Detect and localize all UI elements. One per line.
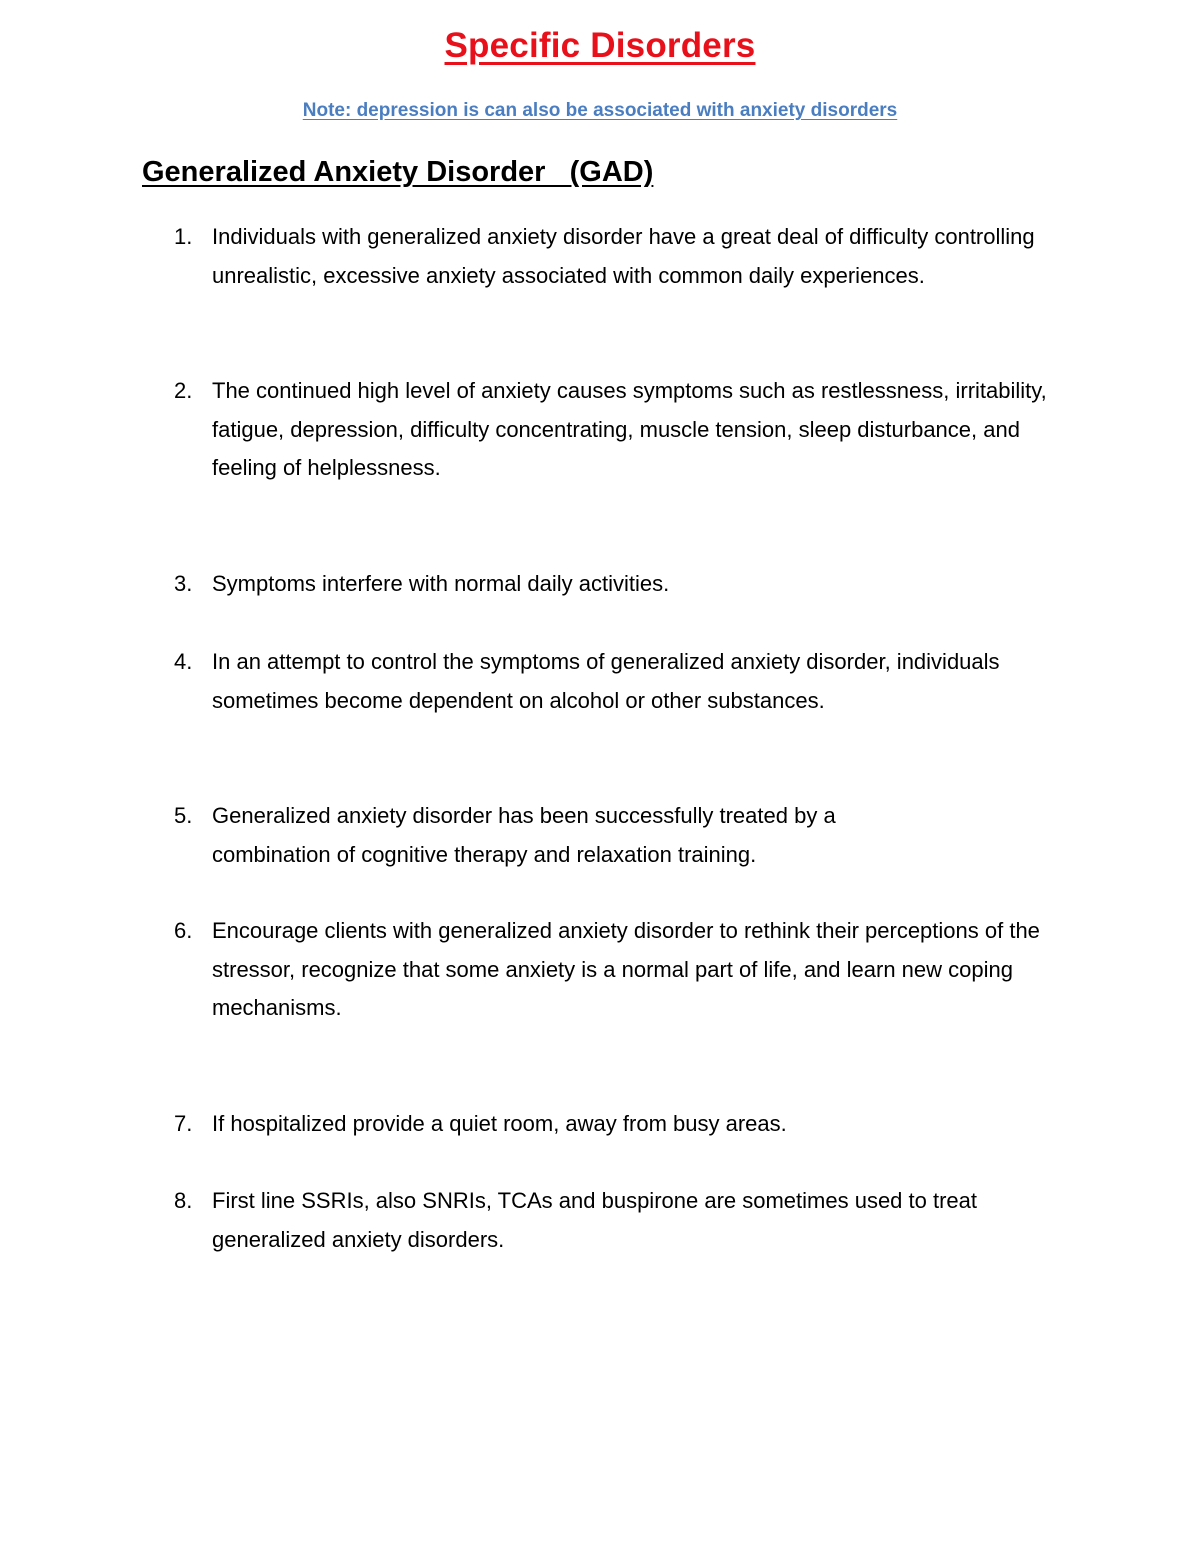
list-item: [174, 643, 1064, 720]
list-item-text: Encourage clients with generalized anxiety disorder to rethink their perceptions of the stressor, recognize that some anxiety is a normal part of life, and learn new coping mechanisms.: [212, 918, 1040, 1020]
section-heading: Generalized Anxiety Disorder (GAD): [142, 156, 654, 188]
list-item-number: 4.: [174, 649, 193, 674]
list-item: [174, 1182, 1074, 1259]
list-item: [174, 218, 1054, 295]
list-item: [174, 797, 954, 874]
list-item-text: Individuals with generalized anxiety disorder have a great deal of difficulty controlling unrealistic, excessive anxiety associated with common daily experiences.: [212, 224, 1035, 288]
list-item-number: 5.: [174, 803, 193, 828]
list-item: [174, 372, 1054, 488]
page-title: Specific Disorders: [444, 26, 756, 65]
list-item: [174, 912, 1074, 1028]
note-line: Note: depression is can also be associated with anxiety disorders: [302, 100, 898, 121]
list-item-number: 2.: [174, 378, 193, 403]
list-item-text: The continued high level of anxiety causes symptoms such as restlessness, irritability, fatigue, depression, difficulty concentrating, muscle tension, sleep disturbance, and feeling of helplessness.: [212, 378, 1047, 480]
list-item-number: 1.: [174, 224, 193, 249]
list-item-text: If hospitalized provide a quiet room, away from busy areas.: [212, 1111, 787, 1136]
list-item-text: First line SSRIs, also SNRIs, TCAs and buspirone are sometimes used to treat generalized anxiety disorders.: [212, 1188, 978, 1252]
list-item-number: 8.: [174, 1188, 193, 1213]
list-item-number: 6.: [174, 918, 193, 943]
list-item-number: 3.: [174, 571, 193, 596]
list-item-number: 7.: [174, 1111, 193, 1136]
list-item: [174, 1105, 1074, 1144]
list-item: [174, 565, 1074, 604]
list-item-text: Symptoms interfere with normal daily activities.: [212, 571, 670, 596]
list-item-text: Generalized anxiety disorder has been successfully treated by a combination of cognitive therapy and relaxation training.: [212, 803, 836, 867]
list-item-text: In an attempt to control the symptoms of generalized anxiety disorder, individuals sometimes become dependent on alcohol or other substances.: [212, 649, 1000, 713]
